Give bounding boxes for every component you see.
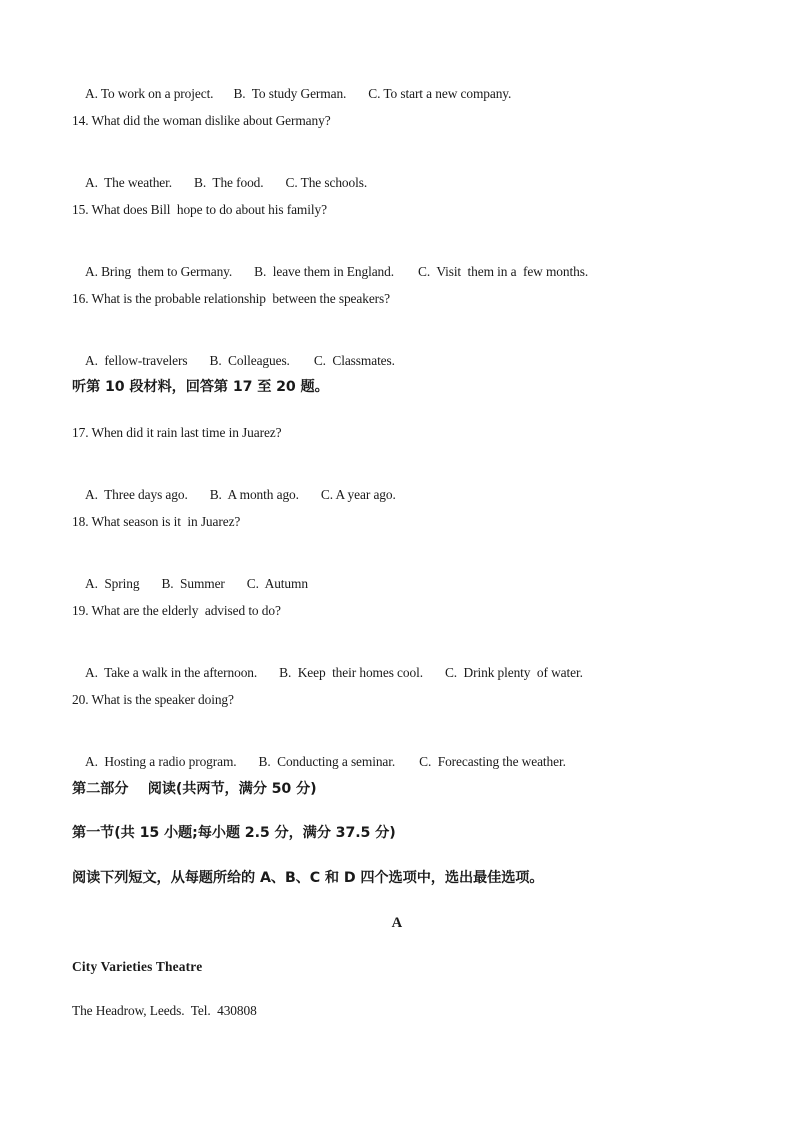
q13-option-c: C. To start a new company. (368, 86, 512, 101)
q20-question: 20. What is the speaker doing? (72, 692, 234, 707)
q17-option-b: B. A month ago. (209, 487, 299, 502)
q19-question: 19. What are the elderly advised to do? (72, 603, 281, 618)
passage-letter: A (391, 915, 403, 931)
q14-option-c: C. The schools. (285, 175, 368, 190)
passage-address: The Headrow, Leeds. Tel. 430808 (72, 1003, 257, 1018)
q18-option-c: C. Autumn (246, 576, 308, 591)
q15-option-b: B. leave them in England. (254, 264, 394, 279)
q16-option-a: A. fellow-travelers (85, 353, 188, 368)
q16-option-c: C. Classmates. (313, 353, 395, 368)
q17-option-a: A. Three days ago. (85, 487, 188, 502)
q15-option-c: C. Visit them in a few months. (417, 264, 589, 279)
q15-question: 15. What does Bill hope to do about his family? (72, 202, 327, 217)
q19-option-b: B. Keep their homes cool. (279, 665, 423, 680)
q19-option-c: C. Drink plenty of water. (444, 665, 583, 680)
part-2-heading: 第二部分 阅读(共两节，满分 50 分) (72, 781, 317, 797)
q20-option-a: A. Hosting a radio program. (85, 754, 237, 769)
q18-option-a: A. Spring (85, 576, 140, 591)
q20-option-b: B. Conducting a seminar. (258, 754, 396, 769)
section-1-heading: 第一节(共 15 小题;每小题 2.5 分，满分 37.5 分) (72, 825, 396, 841)
q20-option-c: C. Forecasting the weather. (419, 754, 566, 769)
q15-option-a: A. Bring them to Germany. (85, 264, 233, 279)
q13-option-a: A. To work on a project. (85, 86, 214, 101)
q16-option-b: B. Colleagues. (209, 353, 290, 368)
q13-option-b: B. To study German. (233, 86, 347, 101)
reading-instruction: 阅读下列短文，从每题所给的 A、B、C 和 D 四个选项中，选出最佳选项。 (72, 870, 544, 886)
q19-option-a: A. Take a walk in the afternoon. (85, 665, 258, 680)
q17-question: 17. When did it rain last time in Juarez? (72, 425, 282, 440)
q18-option-b: B. Summer (161, 576, 225, 591)
q14-question: 14. What did the woman dislike about Germany? (72, 113, 331, 128)
q14-option-b: B. The food. (194, 175, 264, 190)
passage-title: City Varieties Theatre (72, 959, 203, 974)
q18-question: 18. What season is it in Juarez? (72, 514, 241, 529)
q17-option-c: C. A year ago. (320, 487, 396, 502)
q16-question: 16. What is the probable relationship between the speakers? (72, 291, 390, 306)
q14-option-a: A. The weather. (85, 175, 173, 190)
section-10-heading: 听第 10 段材料，回答第 17 至 20 题。 (72, 379, 329, 395)
